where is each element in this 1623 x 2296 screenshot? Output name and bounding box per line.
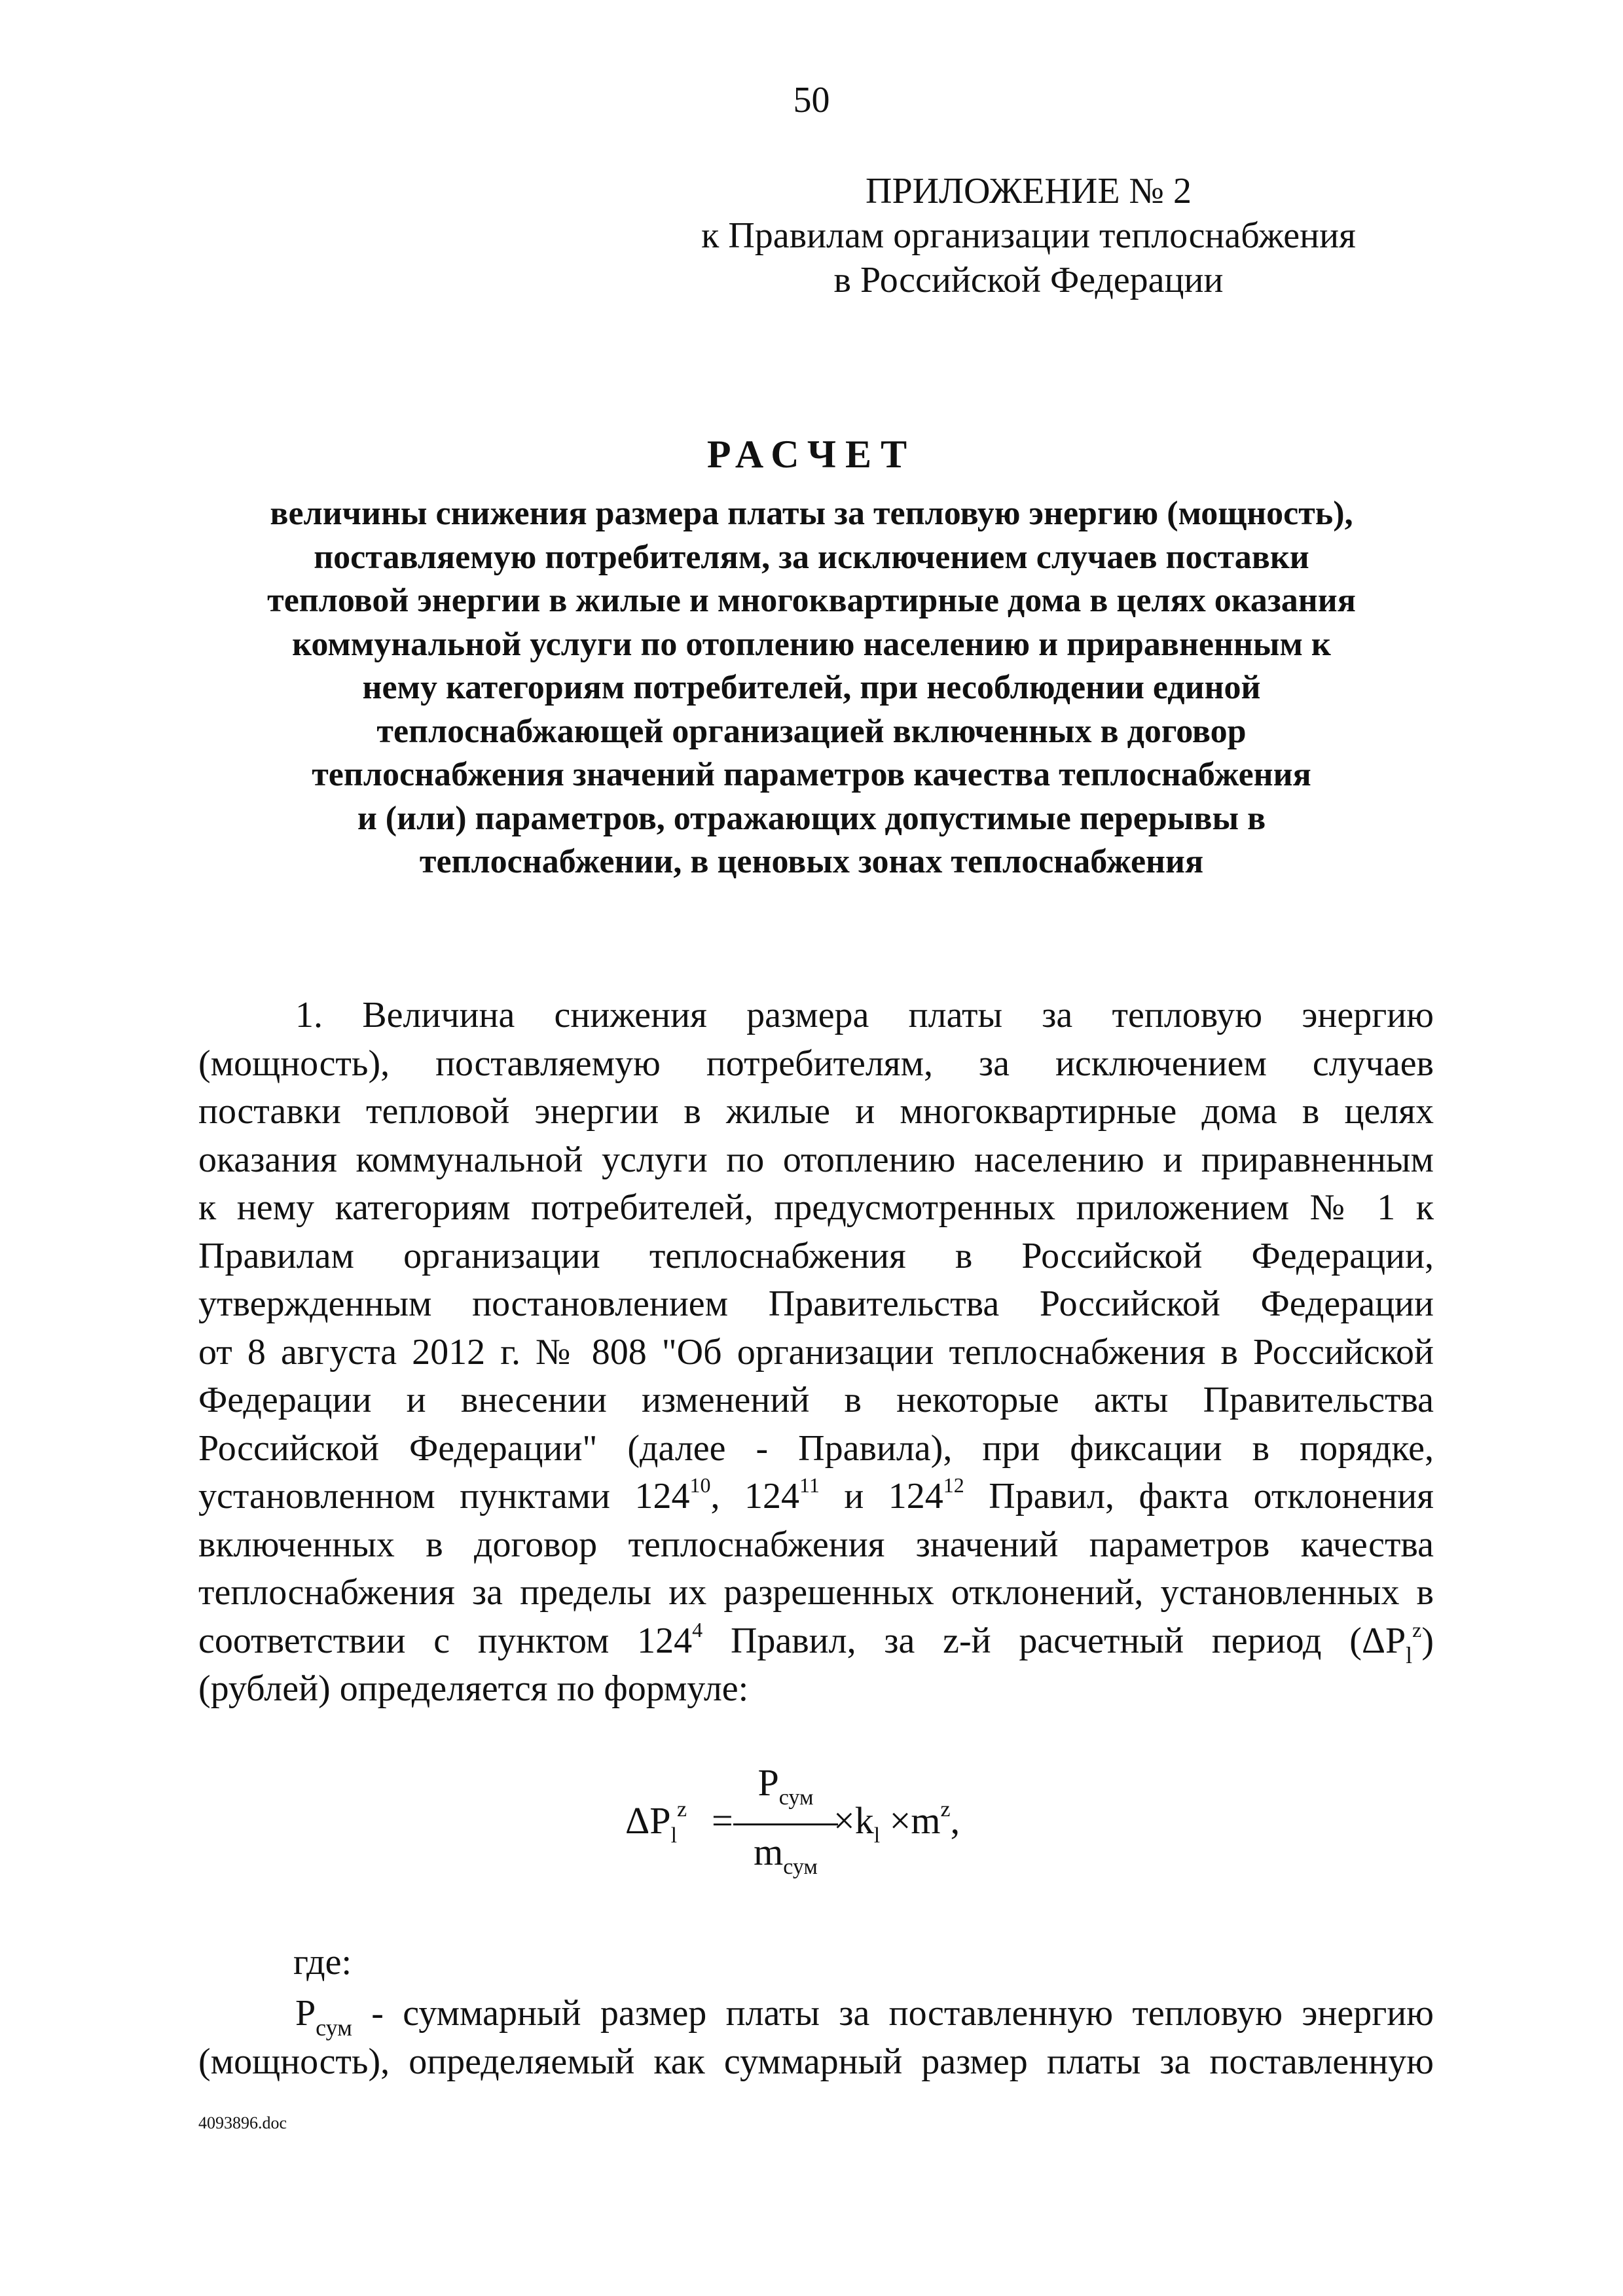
formula-numerator: $P_{сум}$	[757, 1761, 814, 1810]
paragraph-line: Федерации и внесении изменений в некоторые акты Правительства	[198, 1380, 1434, 1420]
fraction-bar	[733, 1823, 838, 1825]
paragraph-line: Российской Федерации" (далее - Правила), при фиксации в порядке,	[198, 1427, 1434, 1469]
paragraph-line-clauses: установленном пунктами $124^{10}$, $124^{11}$ и $124^{12}$ Правил, факта отклонения	[198, 1473, 1434, 1516]
document-title: РАСЧЕТ	[706, 433, 917, 476]
document-subtitle	[0, 492, 1623, 884]
appendix-title: ПРИЛОЖЕНИЕ № 2	[866, 171, 1192, 211]
definition-line: (мощность), определяемый как суммарный размер платы за поставленную	[198, 2041, 1434, 2082]
where-label: где:	[293, 1942, 352, 1982]
subtitle-line: теплоснабжения значений параметров качества теплоснабжения	[312, 756, 1311, 793]
subtitle-line: поставляемую потребителям, за исключением случаев поставки	[314, 538, 1309, 576]
formula-lhs: $\Delta P_l^z$	[625, 1797, 687, 1848]
paragraph-1	[198, 992, 1434, 1713]
page-number: 50	[793, 80, 830, 120]
paragraph-line: от 8 августа 2012 г. № 808 "Об организации теплоснабжения в Российской	[198, 1331, 1434, 1372]
paragraph-line: включенных в договор теплоснабжения значений параметров качества	[198, 1524, 1434, 1565]
subtitle-line: и (или) параметров, отражающих допустимые перерывы в	[357, 799, 1266, 837]
paragraph-line: поставки тепловой энергии в жилые и многоквартирные дома в целях	[198, 1091, 1434, 1132]
appendix-line: к Правилам организации теплоснабжения	[701, 215, 1356, 256]
paragraph-line: утвержденным постановлением Правительства Российской Федерации	[198, 1283, 1434, 1324]
paragraph-line: (мощность), поставляемую потребителям, за исключением случаев	[198, 1043, 1434, 1084]
subtitle-line: тепловой энергии в жилые и многоквартирные дома в целях оказания	[267, 582, 1356, 619]
appendix-line: в Российской Федерации	[833, 260, 1224, 300]
paragraph-line: к нему категориям потребителей, предусмотренных приложением № 1 к	[198, 1187, 1434, 1228]
definition-paragraph	[198, 1990, 1434, 2086]
paragraph-line: теплоснабжения за пределы их разрешенных отклонений, установленных в	[198, 1572, 1434, 1613]
subtitle-line: теплоснабжающей организацией включенных в договор	[376, 712, 1247, 750]
paragraph-line: 1. Величина снижения размера платы за тепловую энергию	[295, 995, 1434, 1035]
formula-rhs: $\times k_l \times m^z$,	[833, 1797, 960, 1848]
formula	[625, 1761, 1084, 1898]
formula-equals: =	[712, 1799, 733, 1842]
subtitle-line: величины снижения размера платы за тепловую энергию (мощность),	[270, 495, 1353, 532]
appendix-header	[636, 169, 1421, 302]
subtitle-line: коммунальной услуги по отоплению населению и приравненным к	[292, 625, 1331, 663]
paragraph-line: Правилам организации теплоснабжения в Российской Федерации,	[198, 1235, 1434, 1276]
paragraph-line-period: соответствии с пунктом $124^4$ Правил, за z-й расчетный период $(\Delta P_l^z)$	[198, 1617, 1434, 1668]
subtitle-line: теплоснабжении, в ценовых зонах теплоснабжения	[419, 843, 1204, 880]
paragraph-line: оказания коммунальной услуги по отоплению населению и приравненным	[198, 1139, 1434, 1180]
subtitle-line: нему категориям потребителей, при несоблюдении единой	[362, 669, 1261, 706]
paragraph-line: (рублей) определяется по формуле:	[198, 1668, 749, 1709]
footer-filename: 4093896.doc	[198, 2113, 287, 2132]
definition-line: $P_{сум}$ - суммарный размер платы за поставленную тепловую энергию	[295, 1993, 1434, 2041]
formula-denominator: $m_{сум}$	[754, 1831, 818, 1879]
